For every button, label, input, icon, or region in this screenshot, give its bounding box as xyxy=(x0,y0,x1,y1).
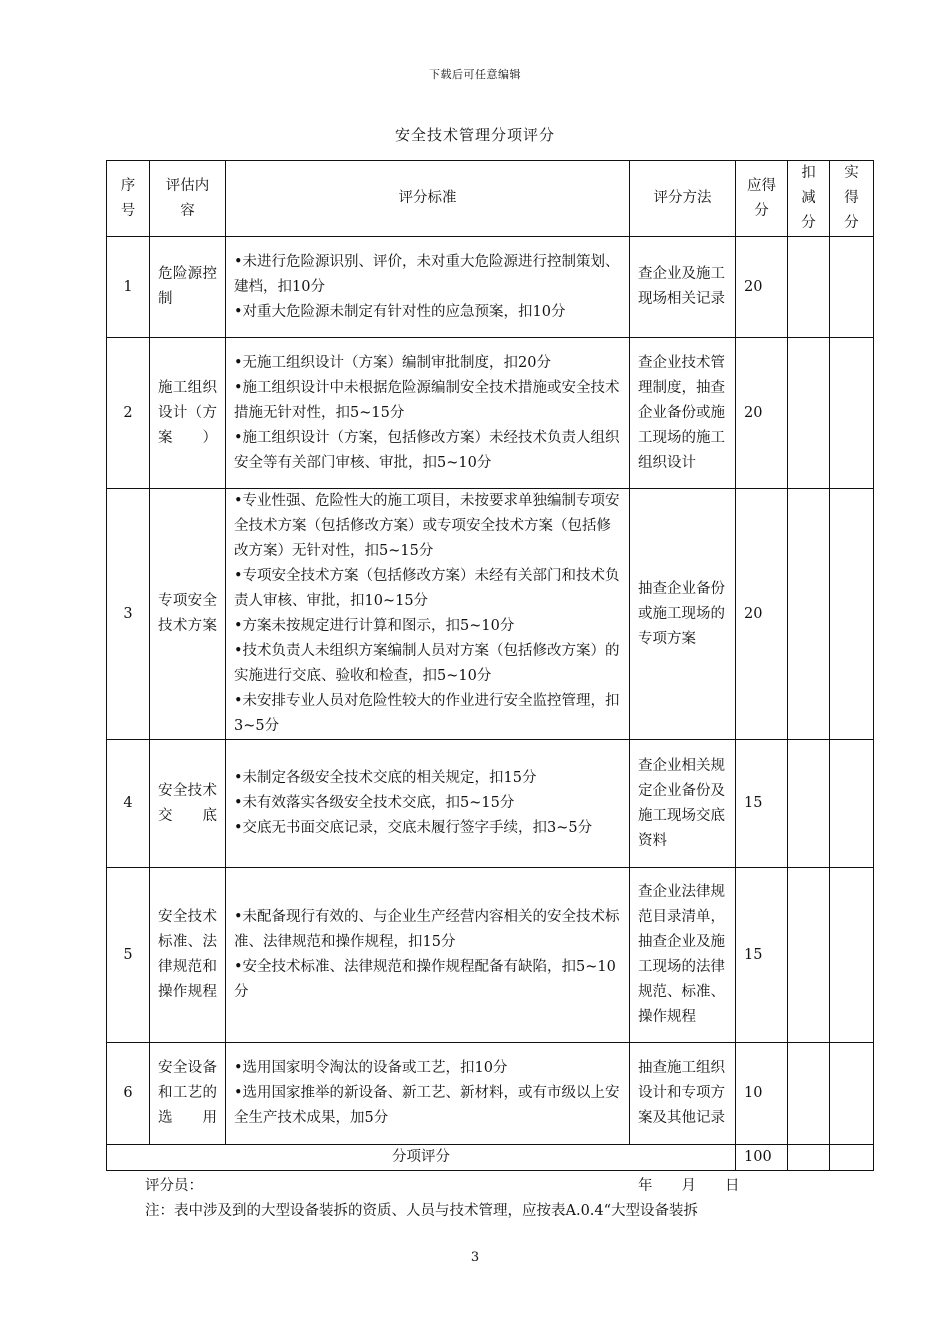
actual-score-cell[interactable] xyxy=(830,740,874,868)
header-actual: 实得分 xyxy=(830,161,874,237)
row-number: 1 xyxy=(107,237,150,338)
total-actual-cell[interactable] xyxy=(830,1145,874,1171)
actual-score-cell[interactable] xyxy=(830,868,874,1043)
header-method: 评分方法 xyxy=(630,161,736,237)
row-number: 2 xyxy=(107,338,150,489)
scoring-criteria xyxy=(226,489,630,740)
header-note: 下载后可任意编辑 xyxy=(429,68,521,81)
criteria-line: •专项安全技术方案（包括修改方案）未经有关部门和技术负责人审核、审批，扣10~15分 xyxy=(234,568,620,609)
deduct-score-cell[interactable] xyxy=(788,740,830,868)
table-row xyxy=(107,338,874,489)
total-row xyxy=(107,1145,874,1171)
criteria-line: •技术负责人未组织方案编制人员对方案（包括修改方案）的实施进行交底、验收和检查，扣5~10分 xyxy=(234,643,620,684)
criteria-line: •未有效落实各级安全技术交底，扣5~15分 xyxy=(234,795,515,811)
criteria-line: •施工组织设计（方案，包括修改方案）未经技术负责人组织安全等有关部门审核、审批，扣5~10分 xyxy=(234,429,620,471)
row-number: 3 xyxy=(107,489,150,740)
due-score: 20 xyxy=(736,237,788,338)
scoring-criteria xyxy=(226,868,630,1043)
actual-score-cell[interactable] xyxy=(830,489,874,740)
scoring-table xyxy=(106,160,874,1171)
criteria-line: •方案未按规定进行计算和图示，扣5~10分 xyxy=(234,618,515,634)
scoring-method: 抽查企业备份或施工现场的专项方案 xyxy=(630,489,736,740)
header-deduct: 扣减分 xyxy=(788,161,830,237)
scoring-method: 查企业及施工现场相关记录 xyxy=(630,237,736,338)
criteria-line: •施工组织设计中未根据危险源编制安全技术措施或安全技术措施无针对性，扣5~15分 xyxy=(234,379,620,421)
total-deduct-cell[interactable] xyxy=(788,1145,830,1171)
criteria-line: •对重大危险源未制定有针对性的应急预案，扣10分 xyxy=(234,303,566,320)
header-no: 序号 xyxy=(107,161,150,237)
date-label: 年 月 日 xyxy=(638,1178,740,1194)
footnote: 注：表中涉及到的大型设备装拆的资质、人员与技术管理，应按表A.0.4“大型设备装拆 xyxy=(145,1203,699,1219)
table-row xyxy=(107,489,874,740)
criteria-line: •未制定各级安全技术交底的相关规定，扣15分 xyxy=(234,770,537,786)
row-number: 6 xyxy=(107,1043,150,1145)
scorer-label: 评分员： xyxy=(145,1178,203,1194)
header-item: 评估内容 xyxy=(150,161,226,237)
document-title: 安全技术管理分项评分 xyxy=(394,126,555,144)
scoring-method: 抽查施工组织设计和专项方案及其他记录 xyxy=(630,1043,736,1145)
scoring-method: 查企业技术管理制度，抽查企业备份或施工现场的施工组织设计 xyxy=(630,338,736,489)
scoring-method: 查企业法律规范目录清单，抽查企业及施工现场的法律规范、标准、操作规程 xyxy=(630,868,736,1043)
table-row xyxy=(107,237,874,338)
total-label: 分项评分 xyxy=(107,1145,736,1171)
criteria-line: •专业性强、危险性大的施工项目，未按要求单独编制专项安全技术方案（包括修改方案）或专项安全技术方案（包括修改方案）无针对性，扣5~15分 xyxy=(234,493,620,559)
deduct-score-cell[interactable] xyxy=(788,489,830,740)
assessment-item: 安全技术标准、法律规范和操作规程 xyxy=(150,868,226,1043)
assessment-item: 危险源控制 xyxy=(150,237,226,338)
table-row xyxy=(107,868,874,1043)
scoring-criteria xyxy=(226,740,630,868)
criteria-line: •选用国家推举的新设备、新工艺、新材料，或有市级以上安全生产技术成果，加5分 xyxy=(234,1085,620,1126)
total-due-score: 100 xyxy=(736,1145,788,1171)
row-number: 5 xyxy=(107,868,150,1043)
deduct-score-cell[interactable] xyxy=(788,868,830,1043)
assessment-item: 施工组织设计（方案） xyxy=(150,338,226,489)
criteria-line: •交底无书面交底记录，交底未履行签字手续，扣3~5分 xyxy=(234,820,593,836)
criteria-line: •选用国家明令淘汰的设备或工艺，扣10分 xyxy=(234,1060,508,1076)
deduct-score-cell[interactable] xyxy=(788,338,830,489)
scoring-criteria xyxy=(226,338,630,489)
criteria-line: •未安排专业人员对危险性较大的作业进行安全监控管理，扣3~5分 xyxy=(234,693,620,734)
due-score: 15 xyxy=(736,740,788,868)
due-score: 20 xyxy=(736,338,788,489)
table-header-row xyxy=(107,161,874,237)
assessment-item: 专项安全技术方案 xyxy=(150,489,226,740)
row-number: 4 xyxy=(107,740,150,868)
criteria-line: •无施工组织设计（方案）编制审批制度，扣20分 xyxy=(234,354,552,371)
criteria-line: •安全技术标准、法律规范和操作规程配备有缺陷，扣5~10分 xyxy=(234,959,616,1000)
actual-score-cell[interactable] xyxy=(830,338,874,489)
assessment-item: 安全技术交底 xyxy=(150,740,226,868)
criteria-line: •未进行危险源识别、评价，未对重大危险源进行控制策划、建档，扣10分 xyxy=(234,253,620,295)
assessment-item: 安全设备和工艺的选用 xyxy=(150,1043,226,1145)
header-due: 应得分 xyxy=(736,161,788,237)
scoring-method: 查企业相关规定企业备份及施工现场交底资料 xyxy=(630,740,736,868)
due-score: 10 xyxy=(736,1043,788,1145)
deduct-score-cell[interactable] xyxy=(788,237,830,338)
due-score: 20 xyxy=(736,489,788,740)
criteria-line: •未配备现行有效的、与企业生产经营内容相关的安全技术标准、法律规范和操作规程，扣15分 xyxy=(234,909,620,950)
actual-score-cell[interactable] xyxy=(830,1043,874,1145)
due-score: 15 xyxy=(736,868,788,1043)
page-number: 3 xyxy=(470,1250,480,1265)
scorer-line xyxy=(145,1174,203,1195)
scoring-criteria xyxy=(226,237,630,338)
scoring-criteria xyxy=(226,1043,630,1145)
header-criteria: 评分标准 xyxy=(226,161,630,237)
deduct-score-cell[interactable] xyxy=(788,1043,830,1145)
actual-score-cell[interactable] xyxy=(830,237,874,338)
table-row xyxy=(107,740,874,868)
table-row xyxy=(107,1043,874,1145)
